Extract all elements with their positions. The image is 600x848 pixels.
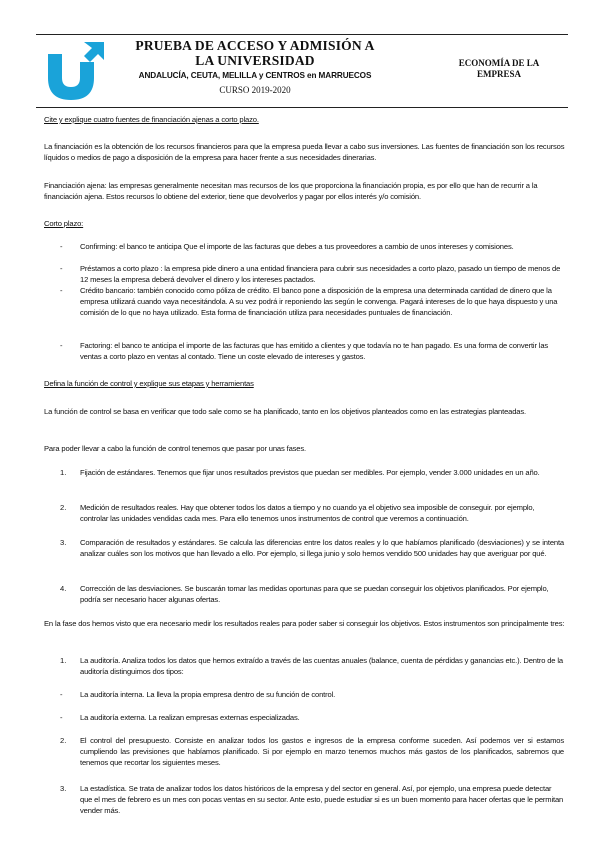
exam-subject: ECONOMÍA DE LA EMPRESA bbox=[458, 58, 540, 79]
tool-auditoria-interna: La auditoría interna. La lleva la propia empresa dentro de su función de control. bbox=[80, 690, 336, 699]
header-top-rule bbox=[36, 34, 568, 35]
question-2-heading: Defina la función de control y explique sus etapas y herramientas bbox=[44, 379, 254, 388]
header-center bbox=[130, 38, 380, 96]
phase-2-text: Medición de resultados reales. Hay que obtener todos los datos a tiempo y no cuando ya el objetivo sea imposible de conseguir. por ejemplo, controlar las unidades vendidas cada mes. Para ello tenemos unos instrumentos de control que veremos a continuación. bbox=[80, 503, 535, 523]
phase-4-text: Corrección de las desviaciones. Se buscarán tomar las medidas oportunas para que se puedan conseguir los objetivos planificados. Por ejemplo, podría ser necesario hacer algunas ofertas. bbox=[80, 584, 549, 604]
tool-number: 2. bbox=[60, 736, 67, 745]
q1-item-credito: Crédito bancario: también conocido como póliza de crédito. El banco pone a disposición de la empresa una determinada cantidad de dinero que la empresa utilizará cuando vaya necesitándola. A su vez podrá ir reponiendo las según le convenga. Pagará intereses de lo que haya dispuesto y una comisión de lo que no haya utilizado. Esta forma de financiación utiliza para necesidades puntuales de financiación. bbox=[80, 286, 558, 317]
bullet-marker: - bbox=[60, 264, 63, 273]
question-1-heading: Cite y explique cuatro fuentes de financiación ajenas a corto plazo. bbox=[44, 115, 259, 124]
exam-region: ANDALUCÍA, CEUTA, MELILLA y CENTROS en MARRUECOS bbox=[138, 71, 372, 80]
bullet-marker: - bbox=[60, 341, 63, 350]
bullet-marker: - bbox=[60, 286, 63, 295]
tool-auditoria-externa: La auditoría externa. La realizan empresas externas especializadas. bbox=[80, 713, 300, 722]
q1-item-confirming: Confirming: el banco te anticipa Que el importe de las facturas que debes a tus proveedores a cambio de unos intereses y comisiones. bbox=[80, 242, 514, 251]
tool-control-presupuesto: El control del presupuesto. Consiste en analizar todos los gastos e ingresos de la empresa conforme suceden. Así podemos ver si estamos cumpliendo las previsiones que habíamos planificado. Si por ejemplo en marzo tenemos muchos más gastos de los planificados, sabremos que tenemos que recortar los siguientes meses. bbox=[80, 736, 564, 767]
q1-paragraph-2: Financiación ajena: las empresas generalmente necesitan mas recursos de los que proporciona la financiación propia, es por ello que han de recurrir a la financiación ajena. Estos recursos lo obtiene del exterior, tiene que devolverlos y pagar por ellos interés y/o comisión. bbox=[44, 181, 538, 201]
tool-bullet: - bbox=[60, 713, 63, 722]
q1-item-prestamos: Préstamos a corto plazo : la empresa pide dinero a una entidad financiera para cubrir sus necesidades a corto plazo, pasado un tiempo de menos de 12 meses la empresa deberá devolver el dinero y los intereses pactados. bbox=[80, 264, 561, 284]
tool-number: 3. bbox=[60, 784, 67, 793]
exam-title: PRUEBA DE ACCESO Y ADMISIÓN A LA UNIVERSIDAD bbox=[135, 38, 375, 68]
phase-number: 1. bbox=[60, 468, 67, 477]
bullet-marker: - bbox=[60, 242, 63, 251]
q2-paragraph-2: Para poder llevar a cabo la función de control tenemos que pasar por unas fases. bbox=[44, 444, 306, 453]
tool-auditoria: La auditoría. Analiza todos los datos que hemos extraído a través de las cuentas anuales (balance, cuenta de pérdidas y ganancias etc.). Dentro de la auditoría distinguimos dos tipos: bbox=[80, 656, 563, 676]
q2-paragraph-3: En la fase dos hemos visto que era necesario medir los resultados reales para poder saber si conseguir los objetivos. Estos instrumentos son principalmente tres: bbox=[44, 619, 565, 628]
q2-paragraph-1: La función de control se basa en verificar que todo sale como se ha planificado, tanto en los objetivos planteados como en las estrategias planteadas. bbox=[44, 407, 526, 416]
short-term-label: Corto plazo: bbox=[44, 219, 84, 228]
phase-number: 4. bbox=[60, 584, 67, 593]
phase-number: 3. bbox=[60, 538, 67, 547]
tool-estadistica: La estadística. Se trata de analizar todos los datos históricos de la empresa y del sector en general. Así, por ejemplo, una empresa puede detectar que el mes de febrero es un mes con pocas ventas en su sector. Ante esto, puede estudiar si es un buen momento para hacer ofertas que le permitan vender más. bbox=[80, 784, 564, 815]
header-bottom-rule bbox=[36, 107, 568, 108]
tool-bullet: - bbox=[60, 690, 63, 699]
q1-item-factoring: Factoring: el banco te anticipa el importe de las facturas que has emitido a clientes y que todavía no te han pagado. Es una forma de convertir las ventas a corto plazo en ventas al contado. Tiene un coste elevado de intereses y gastos. bbox=[80, 341, 549, 361]
university-logo-icon bbox=[44, 40, 106, 102]
q1-paragraph-1: La financiación es la obtención de los recursos financieros para que la empresa pueda llevar a cabo sus inversiones. Las fuentes de financiación son los recursos líquidos o medios de pago a disposición de la empresa para hacer frente a sus necesidades dinerarias. bbox=[44, 142, 565, 162]
exam-course: CURSO 2019-2020 bbox=[219, 85, 291, 95]
phase-3-text: Comparación de resultados y estándares. Se calcula las diferencias entre los datos reales y lo que habíamos planificado (desviaciones) y se intenta analizar cuáles son los motivos que han llevado a ello. Por ejemplo, si llega junio y solo hemos vendido 500 unidades hay que averiguar por qué. bbox=[80, 538, 564, 558]
phase-1-text: Fijación de estándares. Tenemos que fijar unos resultados previstos que puedan ser medibles. Por ejemplo, vender 3.000 unidades en un año. bbox=[80, 468, 540, 477]
tool-number: 1. bbox=[60, 656, 67, 665]
phase-number: 2. bbox=[60, 503, 67, 512]
